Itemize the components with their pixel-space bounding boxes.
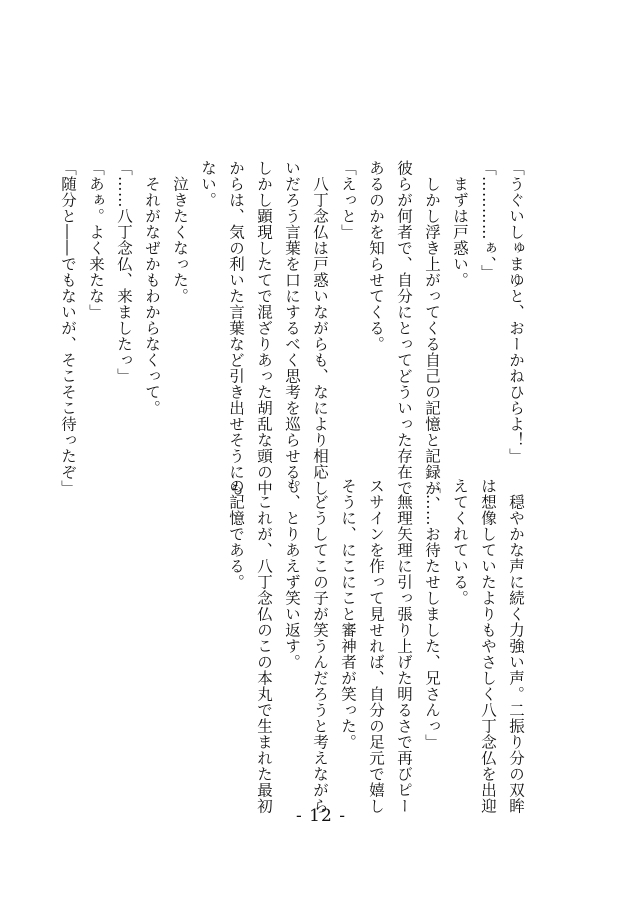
page-number: - 12 - xyxy=(296,806,346,826)
text-line: 「……お待たせしました、兄さんっ」 xyxy=(423,478,441,750)
text-line: まずは戸惑い。 xyxy=(451,160,469,288)
text-line: 「えっと」 xyxy=(339,160,357,240)
text-line: 「随分と――でもないが、そこそこ待ったぞ」 xyxy=(59,160,77,496)
text-line: えてくれている。 xyxy=(451,478,469,606)
text-line: は想像していたよりもやさしく八丁念仏を出迎 xyxy=(479,478,497,814)
text-line: ない。 xyxy=(199,160,217,208)
text-line: しかし浮き上がってくる自己の記憶と記録が、 xyxy=(423,160,441,512)
text-line: 「…………ぁ、」 xyxy=(479,160,497,281)
text-line: 泣きたくなった。 xyxy=(171,160,189,304)
text-line: 彼らが何者で、自分にとってどういった存在で xyxy=(395,160,413,496)
text-line: も、とりあえず笑い返す。 xyxy=(283,478,301,670)
text-line: の記憶である。 xyxy=(227,478,245,590)
text-line: どうしてこの子が笑うんだろうと考えながら xyxy=(311,478,329,814)
text-line: これが、八丁念仏のこの本丸で生まれた最初 xyxy=(255,478,273,814)
text-line: あるのかを知らせてくる。 xyxy=(367,160,385,352)
text-line: 無理矢理に引っ張り上げた明るさで再びピー xyxy=(395,478,413,814)
text-line: そうに、にこにこと審神者が笑った。 xyxy=(339,478,357,750)
text-line: 八丁念仏は戸惑いながらも、なにより相応し xyxy=(311,160,329,496)
upper-text-block xyxy=(59,160,530,512)
text-line: いだろう言葉を口にするべく思考を巡らせる。 xyxy=(283,160,301,496)
text-line: 「うぐいしゅまゆと、おーかねひらよ！」 xyxy=(507,160,525,464)
text-line: 「あぁ。よく来たな」 xyxy=(87,160,105,320)
lower-text-block xyxy=(227,478,530,814)
text-line: スサインを作って見せれば、自分の足元で嬉し xyxy=(367,478,385,814)
text-line: 「……八丁念仏、来ましたっ」 xyxy=(115,160,133,384)
text-line: しかし顕現したてで混ざりあった胡乱な頭の中 xyxy=(255,160,273,496)
text-line: からは、気の利いた言葉など引き出せそうにも xyxy=(227,160,245,496)
text-line: 穏やかな声に続く力強い声。二振り分の双眸 xyxy=(507,478,525,814)
text-line: それがなぜかもわからなくって。 xyxy=(143,160,161,416)
